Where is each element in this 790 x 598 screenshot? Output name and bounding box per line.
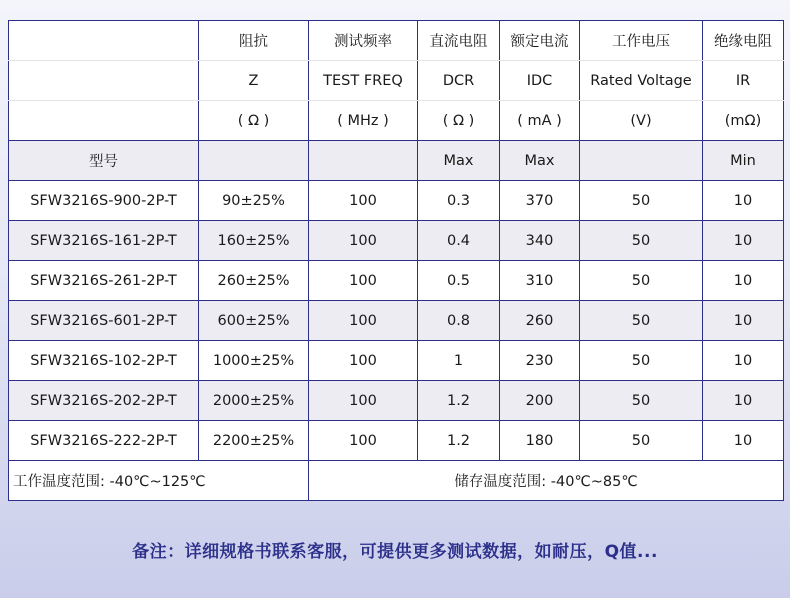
header-cell — [309, 141, 418, 181]
idc-cell: 200 — [500, 381, 580, 421]
header-cell-dcr-cn: 直流电阻 — [418, 21, 500, 61]
freq-cell: 100 — [309, 381, 418, 421]
model-cell: SFW3216S-601-2P-T — [9, 301, 199, 341]
header-cell-impedance-cn: 阻抗 — [199, 21, 309, 61]
freq-cell: 100 — [309, 301, 418, 341]
idc-cell: 230 — [500, 341, 580, 381]
header-cell-voltage-cn: 工作电压 — [580, 21, 703, 61]
header-cell-ir-limit: Min — [703, 141, 784, 181]
ir-cell: 10 — [703, 381, 784, 421]
header-cell — [9, 21, 199, 61]
idc-cell: 260 — [500, 301, 580, 341]
voltage-cell: 50 — [580, 421, 703, 461]
model-cell: SFW3216S-202-2P-T — [9, 381, 199, 421]
operating-temp: 工作温度范围: -40℃~125℃ — [9, 461, 309, 501]
header-cell — [580, 141, 703, 181]
ir-cell: 10 — [703, 261, 784, 301]
header-cell-idc-unit: ( mA ) — [500, 101, 580, 141]
header-cell-voltage-en: Rated Voltage — [580, 61, 703, 101]
header-cell-dcr-en: DCR — [418, 61, 500, 101]
ir-cell: 10 — [703, 221, 784, 261]
model-cell: SFW3216S-102-2P-T — [9, 341, 199, 381]
ir-cell: 10 — [703, 341, 784, 381]
header-cell-idc-limit: Max — [500, 141, 580, 181]
impedance-cell: 600±25% — [199, 301, 309, 341]
model-cell: SFW3216S-261-2P-T — [9, 261, 199, 301]
remark-note: 备注：详细规格书联系客服，可提供更多测试数据，如耐压，Q值... — [132, 542, 658, 562]
header-cell-ir-cn: 绝缘电阻 — [703, 21, 784, 61]
ir-cell: 10 — [703, 421, 784, 461]
header-row-limits — [9, 141, 784, 181]
header-cell-freq-cn: 测试频率 — [309, 21, 418, 61]
table-row — [9, 261, 784, 301]
footer-row — [9, 461, 784, 501]
dcr-cell: 1.2 — [418, 421, 500, 461]
idc-cell: 370 — [500, 181, 580, 221]
header-cell-impedance-en: Z — [199, 61, 309, 101]
voltage-cell: 50 — [580, 261, 703, 301]
table-row — [9, 181, 784, 221]
impedance-cell: 260±25% — [199, 261, 309, 301]
dcr-cell: 0.4 — [418, 221, 500, 261]
idc-cell: 310 — [500, 261, 580, 301]
header-row-en — [9, 61, 784, 101]
table-row — [9, 221, 784, 261]
impedance-cell: 160±25% — [199, 221, 309, 261]
freq-cell: 100 — [309, 221, 418, 261]
impedance-cell: 2200±25% — [199, 421, 309, 461]
dcr-cell: 1 — [418, 341, 500, 381]
header-cell-impedance-unit: ( Ω ) — [199, 101, 309, 141]
ir-cell: 10 — [703, 301, 784, 341]
header-cell — [9, 61, 199, 101]
header-cell — [9, 101, 199, 141]
header-cell-dcr-unit: ( Ω ) — [418, 101, 500, 141]
freq-cell: 100 — [309, 261, 418, 301]
dcr-cell: 0.3 — [418, 181, 500, 221]
impedance-cell: 1000±25% — [199, 341, 309, 381]
model-cell: SFW3216S-900-2P-T — [9, 181, 199, 221]
table-row — [9, 301, 784, 341]
table-row — [9, 381, 784, 421]
header-cell-ir-unit: (mΩ) — [703, 101, 784, 141]
freq-cell: 100 — [309, 181, 418, 221]
dcr-cell: 1.2 — [418, 381, 500, 421]
header-cell-freq-unit: ( MHz ) — [309, 101, 418, 141]
header-cell-voltage-unit: (V) — [580, 101, 703, 141]
header-cell-dcr-limit: Max — [418, 141, 500, 181]
impedance-cell: 2000±25% — [199, 381, 309, 421]
storage-temp: 储存温度范围: -40℃~85℃ — [309, 461, 784, 501]
ir-cell: 10 — [703, 181, 784, 221]
table-row — [9, 421, 784, 461]
header-cell-freq-en: TEST FREQ — [309, 61, 418, 101]
impedance-cell: 90±25% — [199, 181, 309, 221]
idc-cell: 340 — [500, 221, 580, 261]
voltage-cell: 50 — [580, 221, 703, 261]
model-cell: SFW3216S-161-2P-T — [9, 221, 199, 261]
idc-cell: 180 — [500, 421, 580, 461]
header-cell-ir-en: IR — [703, 61, 784, 101]
voltage-cell: 50 — [580, 381, 703, 421]
voltage-cell: 50 — [580, 301, 703, 341]
header-row-units — [9, 101, 784, 141]
table-row — [9, 341, 784, 381]
spec-table-container — [8, 20, 783, 501]
freq-cell: 100 — [309, 421, 418, 461]
header-cell-idc-cn: 额定电流 — [500, 21, 580, 61]
freq-cell: 100 — [309, 341, 418, 381]
voltage-cell: 50 — [580, 181, 703, 221]
voltage-cell: 50 — [580, 341, 703, 381]
header-cell-model: 型号 — [9, 141, 199, 181]
header-row-cn — [9, 21, 784, 61]
dcr-cell: 0.5 — [418, 261, 500, 301]
spec-table — [8, 20, 784, 501]
dcr-cell: 0.8 — [418, 301, 500, 341]
header-cell-idc-en: IDC — [500, 61, 580, 101]
model-cell: SFW3216S-222-2P-T — [9, 421, 199, 461]
header-cell — [199, 141, 309, 181]
